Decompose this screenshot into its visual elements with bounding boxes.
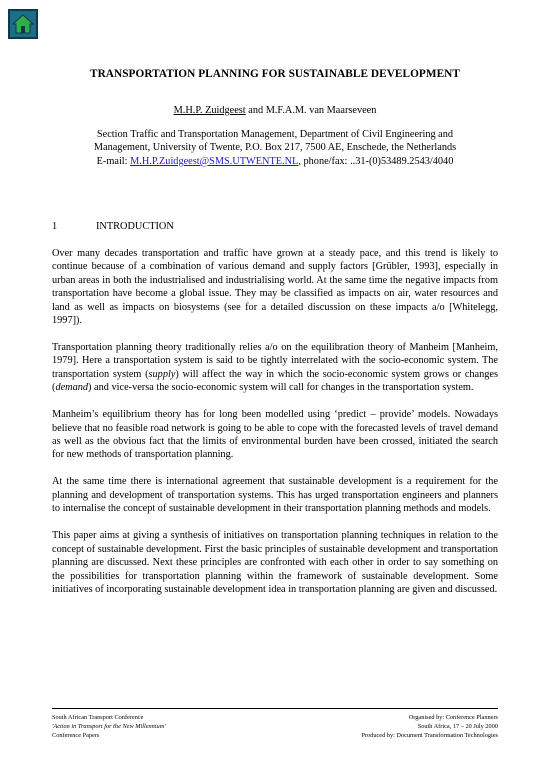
paragraph-5: This paper aims at giving a synthesis of initiatives on transportation planning techniques in relation to the concept of sustainable development. First the basic principles of sustainable development and transportation planning are discussed. Next these principles are confronted with each other in order to say something on the possibilities for transportation planning within the framework of sustainable development. Some initiatives of incorporating sustainable development idea in transportation planning are given and discussed. xyxy=(52,530,498,595)
paragraph-2-part-a: Transportation planning theory traditionally relies a/o on the equilibration theory of Manheim [Manheim, 1979]. Here a transportation system is said to be tightly interrelated with the socio-economic system. The transportation system ( xyxy=(52,342,498,380)
footer-producer: Produced by: Document Transformation Technologies xyxy=(361,731,498,739)
paragraph-2 xyxy=(52,341,498,395)
author-line xyxy=(52,105,498,116)
footer-left xyxy=(52,714,166,740)
section-heading xyxy=(52,221,174,232)
section-number: 1 xyxy=(52,221,58,232)
affiliation xyxy=(52,128,498,168)
author-first: M.H.P. Zuidgeest xyxy=(173,105,246,116)
footer-theme: 'Action in Transport for the New Millennium' xyxy=(52,722,166,730)
paragraph-4: At the same time there is international agreement that sustainable development is a requirement for the planning and development of transportation systems. This has urged transportation engineers and planners to internalise the concept of sustainable development in their transportation planning methods and models. xyxy=(52,476,498,515)
paragraph-2-part-c: ) and vice-versa the socio-economic system will call for changes in the transportation system. xyxy=(88,382,474,394)
footer-divider xyxy=(52,708,498,709)
footer-right xyxy=(361,714,498,740)
affiliation-line-1: Section Traffic and Transportation Management, Department of Civil Engineering and xyxy=(96,129,454,140)
home-button[interactable] xyxy=(8,9,38,39)
footer-dates: South Africa, 17 – 20 July 2000 xyxy=(417,722,498,730)
author-second: M.F.A.M. van Maarseveen xyxy=(265,105,377,116)
affiliation-line-2: Management, University of Twente, P.O. Box 217, 7500 AE, Enschede, the Netherlands xyxy=(93,142,457,154)
home-icon xyxy=(12,14,34,34)
footer xyxy=(52,714,498,740)
paragraph-2-demand: demand xyxy=(55,382,89,394)
email-label: E-mail: xyxy=(96,155,131,167)
body-text xyxy=(52,247,498,610)
paragraph-3: Manheim’s equilibrium theory has for long been modelled using ‘predict – provide’ models. Nowadays believe that no feasible road network is going to be able to cope with the forecasted levels of travel demand as well as the obvious fact that the limits of environmental burden have been crossed, initiated the search for new methods of transportation planning. xyxy=(52,409,498,461)
footer-papers: Conference Papers xyxy=(52,731,100,739)
paragraph-2-supply: supply xyxy=(148,368,176,380)
paragraph-2-part-b: ) will affect the way in which the socio-economic system grows or changes ( xyxy=(52,368,498,394)
author-joiner: and xyxy=(245,105,266,116)
phone-fax: , phone/fax: ..31-(0)53489.2543/4040 xyxy=(298,155,454,167)
footer-organiser: Organised by: Conference Planners xyxy=(408,714,498,721)
paper-title: TRANSPORTATION PLANNING FOR SUSTAINABLE DEVELOPMENT xyxy=(90,68,460,80)
footer-conference: South African Transport Conference xyxy=(52,714,144,721)
paragraph-1: Over many decades transportation and traffic have grown at a steady pace, and this trend is likely to continue because of a combination of various demand and supply factors [Grübler, 1993], especially in urban areas in both the industrialised and industrialising world. At the same time the negative impacts from transportation have become a global issue. They may be classified as impacts on air, water resources and land as well as impacts on biosystems (see for a detailed discussion on these impacts a/o [Whitelegg, 1997]). xyxy=(52,248,498,327)
email-link[interactable]: M.H.P.Zuidgeest@SMS.UTWENTE.NL xyxy=(130,155,299,167)
section-title: INTRODUCTION xyxy=(96,221,174,232)
